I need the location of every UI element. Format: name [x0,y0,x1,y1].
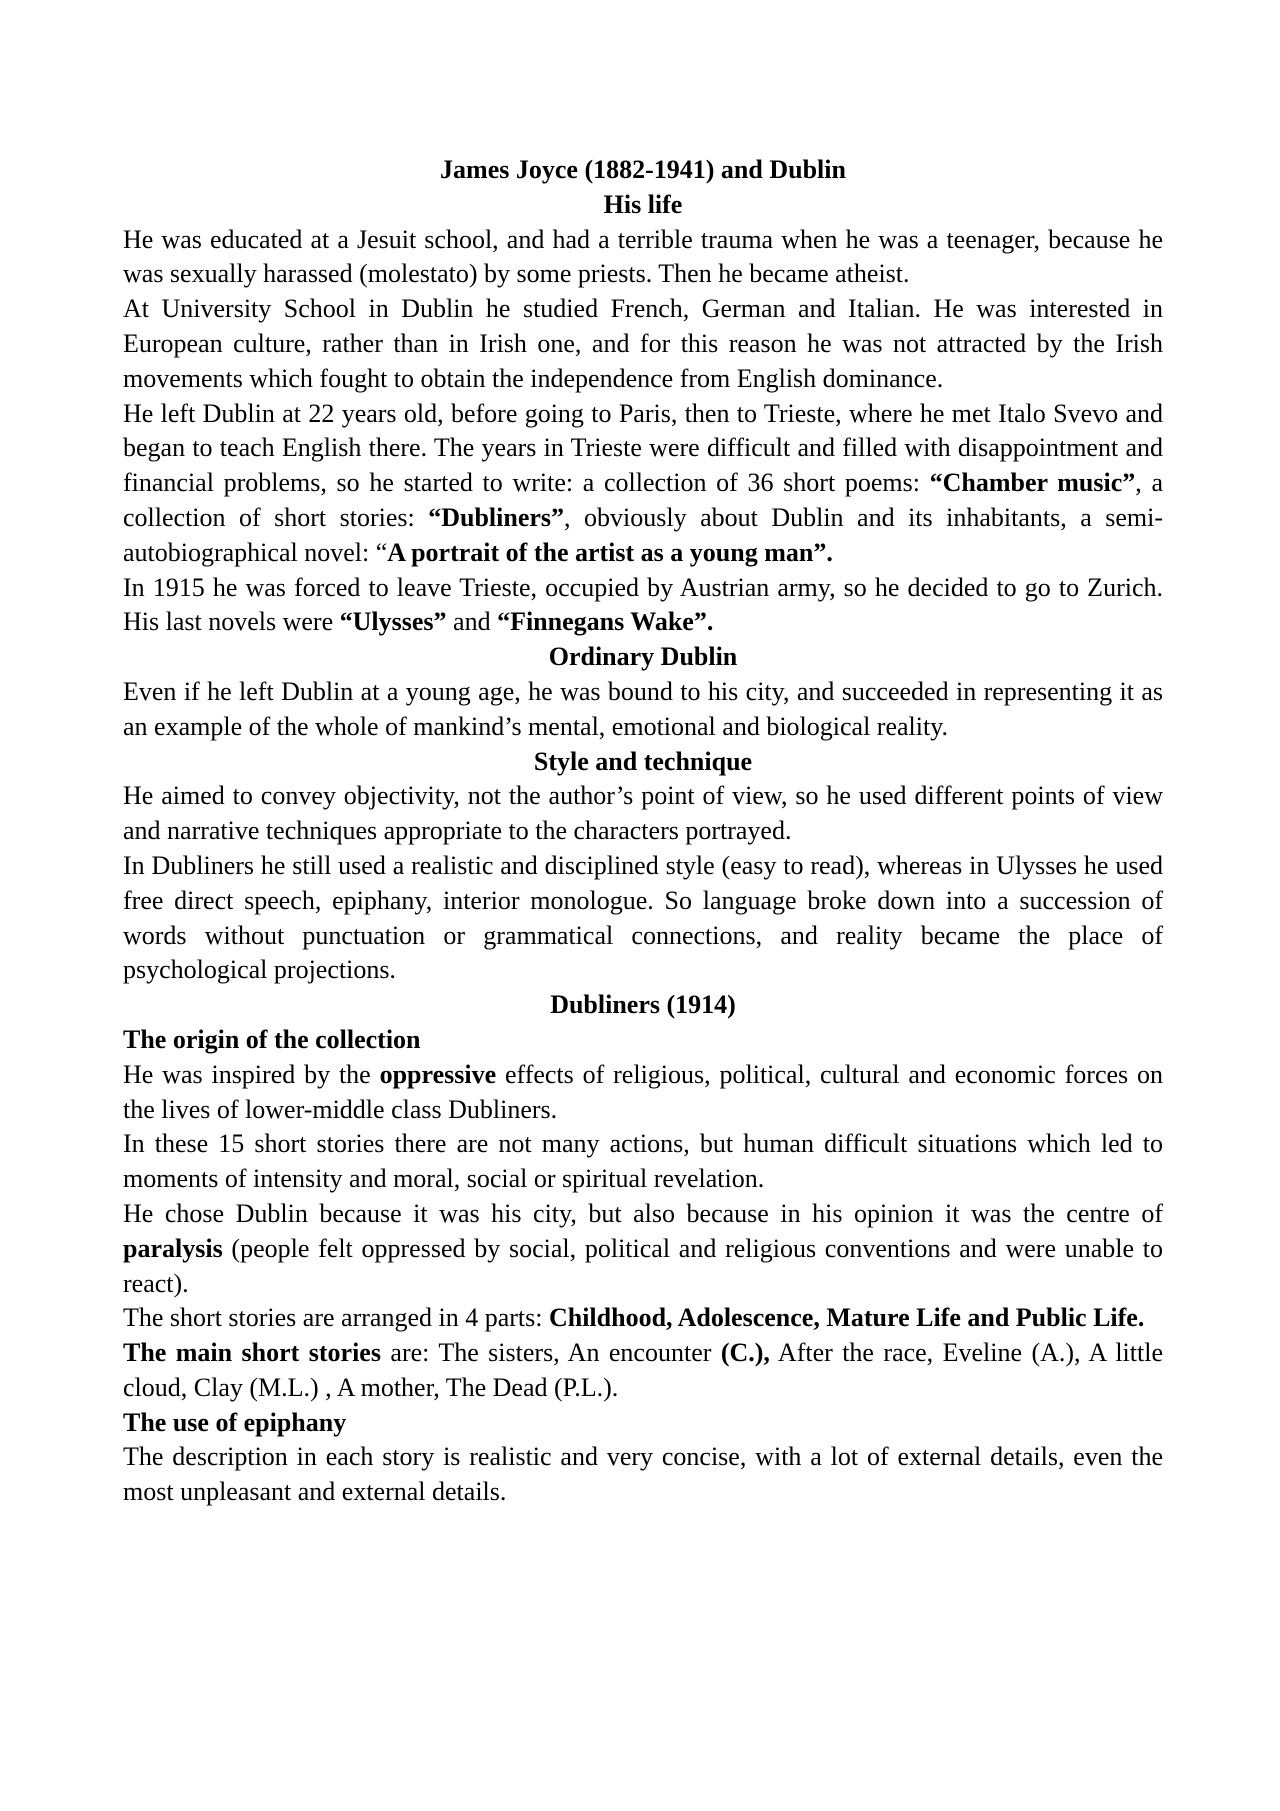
heading-his-life: His life [603,189,683,219]
text-run: He chose Dublin because it was his city, but also because in his opinion it was the centre of [123,1198,1163,1228]
heading-style-technique: Style and technique [533,746,753,776]
paragraph-life-2: At University School in Dublin he studied French, German and Italian. He was interested in European culture, rather than in Irish one, and for this reason he was not attracted by the Irish movements which fought to obtain the independence from English dominance. [123,294,1163,393]
bold-abbrev-c: (C.), [720,1338,770,1368]
bold-title-finnegans-wake: “Finnegans Wake”. [497,607,714,637]
bold-title-ulysses: “Ulysses” [339,607,447,637]
text-run: In 1915 he was forced to leave Trieste, occupied by Austrian army, so he decided to go to Zurich. His last novels were [123,572,1163,637]
subheading-epiphany: The use of epiphany [123,1407,347,1437]
paragraph-ordinary-1: Even if he left Dublin at a young age, he was bound to his city, and succeeded in representing it as an example of the whole of mankind’s mental, emotional and biological reality. [123,676,1163,741]
paragraph-life-3 [123,397,1163,571]
text-run: He was inspired by the [123,1059,380,1089]
paragraph-origin-3 [123,1197,1163,1301]
paragraph-life-1: He was educated at a Jesuit school, and had a terrible trauma when he was a teenager, because he was sexually harassed (molestato) by some priests. Then he became atheist. [123,224,1163,289]
paragraph-style-2: In Dubliners he still used a realistic and disciplined style (easy to read), whereas in Ulysses he used free direct speech, epiphany, interior monologue. So language broke down into a succession of words without punctuation or grammatical connections, and reality became the place of psychological projections. [123,850,1163,985]
paragraph-style-1: He aimed to convey objectivity, not the author’s point of view, so he used different points of view and narrative techniques appropriate to the characters portrayed. [123,781,1163,846]
paragraph-origin-4 [123,1301,1163,1336]
text-run: The short stories are arranged in 4 parts: [123,1303,549,1333]
bold-title-portrait: A portrait of the artist as a young man”. [387,537,833,567]
text-run: and [446,607,498,637]
text-run: , a collection of short stories: [123,468,1163,532]
text-run: He left Dublin at 22 years old, before going to Paris, then to Trieste, where he met Italo Svevo and began to teach English there. The years in Trieste were difficult and filled with disappointment and financial problems, so he started to write: a collection of 36 short poems: [123,398,1163,498]
bold-title-dubliners: “Dubliners” [428,502,565,532]
document-page [123,153,1163,1510]
text-run: After the race, Eveline (A.), A little cloud, Clay (M.L.) , A mother, The Dead (P.L.). [123,1338,1163,1402]
bold-main-short-stories: The main short stories [123,1338,381,1368]
paragraph-origin-2: In these 15 short stories there are not many actions, but human difficult situations which led to moments of intensity and moral, social or spiritual revelation. [123,1129,1163,1194]
text-run: , obviously about Dublin and its inhabitants, a semi-autobiographical novel: “ [123,502,1163,567]
paragraph-origin-1 [123,1058,1163,1128]
text-run: (people felt oppressed by social, political and religious conventions and were unable to react). [123,1233,1163,1298]
paragraph-epiphany-1: The description in each story is realistic and very concise, with a lot of external details, even the most unpleasant and external details. [123,1442,1163,1507]
document-title: James Joyce (1882-1941) and Dublin [440,155,846,184]
paragraph-origin-5 [123,1336,1163,1406]
heading-dubliners: Dubliners (1914) [550,990,736,1020]
paragraph-life-4 [123,571,1163,641]
bold-word-paralysis: paralysis [123,1233,223,1263]
text-run: effects of religious, political, cultural and economic forces on the lives of lower-middle class Dubliners. [123,1059,1164,1124]
subheading-origin: The origin of the collection [123,1024,421,1054]
bold-title-chamber-music: “Chamber music” [929,468,1136,498]
bold-parts-list: Childhood, Adolescence, Mature Life and Public Life. [548,1303,1145,1333]
bold-word-oppressive: oppressive [379,1059,497,1089]
heading-ordinary-dublin: Ordinary Dublin [548,642,738,672]
text-run: are: The sisters, An encounter [380,1338,721,1368]
